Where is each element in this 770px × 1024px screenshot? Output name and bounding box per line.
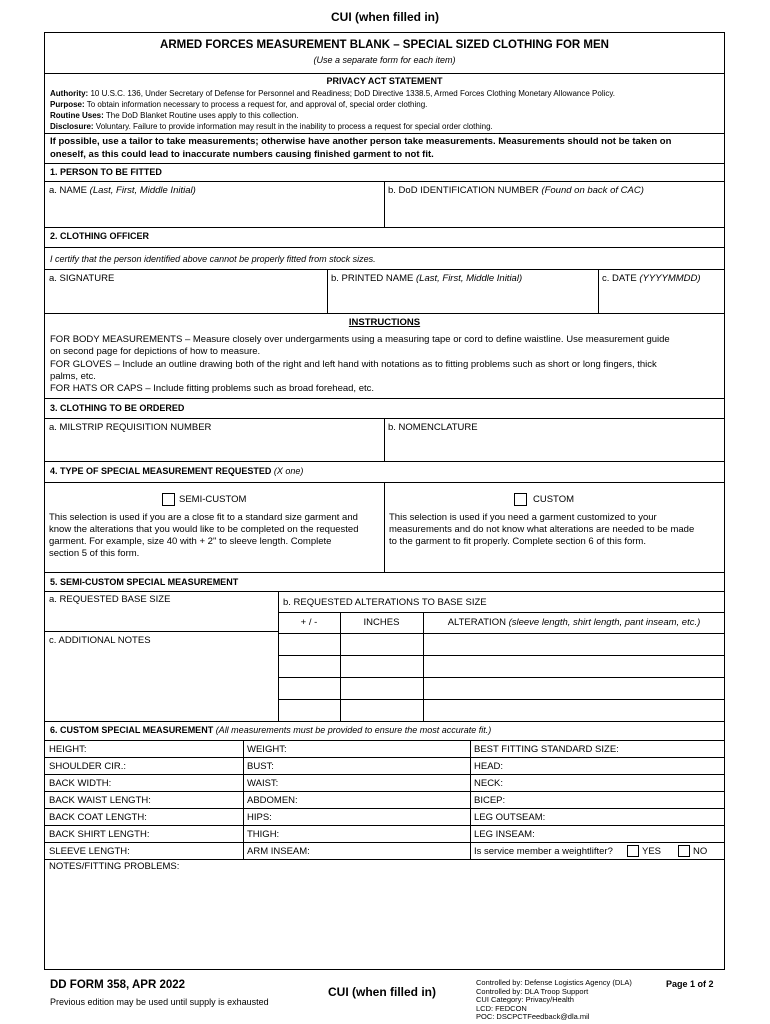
leg-outseam-field[interactable]: LEG OUTSEAM:: [474, 812, 546, 823]
custom-label: CUSTOM: [533, 494, 574, 505]
alterations-heading: b. REQUESTED ALTERATIONS TO BASE SIZE: [283, 597, 487, 608]
custom-checkbox[interactable]: [514, 493, 527, 506]
height-field[interactable]: HEIGHT:: [49, 744, 87, 755]
custom-desc-1: This selection is used if you need a garment customized to your: [389, 512, 657, 523]
section-6-heading: 6. CUSTOM SPECIAL MEASUREMENT (All measurements must be provided to ensure the most accurate fit.): [50, 725, 492, 735]
semi-custom-desc-3: garment. For example, size 40 with + 2" to sleeve length. Complete: [49, 536, 332, 547]
alteration-row-3-inches[interactable]: [342, 679, 421, 698]
weightlifter-yes-checkbox[interactable]: [627, 845, 639, 857]
alteration-row-4-description[interactable]: [425, 701, 723, 720]
alteration-row-4-sign[interactable]: [280, 701, 338, 720]
alteration-row-4-inches[interactable]: [342, 701, 421, 720]
thigh-field[interactable]: THIGH:: [247, 829, 280, 840]
dod-id-field[interactable]: b. DoD IDENTIFICATION NUMBER (Found on back of CAC): [388, 185, 644, 196]
name-field[interactable]: a. NAME (Last, First, Middle Initial): [49, 185, 196, 196]
alteration-row-3-sign[interactable]: [280, 679, 338, 698]
alteration-row-2-sign[interactable]: [280, 657, 338, 676]
weightlifter-no-checkbox[interactable]: [678, 845, 690, 857]
semi-custom-desc-2: know the alterations that you would like to be completed on the requested: [49, 524, 359, 535]
alteration-row-2-description[interactable]: [425, 657, 723, 676]
page-number: Page 1 of 2: [666, 979, 714, 989]
additional-notes-field[interactable]: c. ADDITIONAL NOTES: [49, 635, 151, 646]
form-subtitle: (Use a separate form for each item): [313, 55, 456, 65]
signature-field[interactable]: a. SIGNATURE: [49, 273, 115, 284]
custom-desc-3: to the garment to fit properly. Complete section 6 of this form.: [389, 536, 646, 547]
fitting-notes-field[interactable]: NOTES/FITTING PROBLEMS:: [49, 861, 180, 872]
head-field[interactable]: HEAD:: [474, 761, 504, 772]
arm-inseam-field[interactable]: ARM INSEAM:: [247, 846, 310, 857]
weight-field[interactable]: WEIGHT:: [247, 744, 287, 755]
section-2-heading: 2. CLOTHING OFFICER: [50, 231, 149, 241]
instructions-line-2: on second page for depictions of how to measure.: [50, 346, 261, 357]
back-waist-length-field[interactable]: BACK WAIST LENGTH:: [49, 795, 151, 806]
sleeve-length-field[interactable]: SLEEVE LENGTH:: [49, 846, 130, 857]
section-4-heading: 4. TYPE OF SPECIAL MEASUREMENT REQUESTED (X one): [50, 466, 304, 476]
back-coat-length-field[interactable]: BACK COAT LENGTH:: [49, 812, 147, 823]
back-width-field[interactable]: BACK WIDTH:: [49, 778, 112, 789]
cui-marking-top: CUI (when filled in): [331, 10, 439, 24]
base-size-field[interactable]: a. REQUESTED BASE SIZE: [49, 594, 171, 605]
semi-custom-desc-4: section 5 of this form.: [49, 548, 140, 559]
instructions-line-1: FOR BODY MEASUREMENTS – Measure closely over undergarments using a measuring tape or cord to define waistline. Use measurement guide: [50, 334, 670, 345]
instructions-heading: INSTRUCTIONS: [348, 317, 421, 328]
weightlifter-question: Is service member a weightlifter?: [474, 846, 613, 857]
leg-inseam-field[interactable]: LEG INSEAM:: [474, 829, 535, 840]
alteration-row-1-sign[interactable]: [280, 635, 338, 654]
section-3-heading: 3. CLOTHING TO BE ORDERED: [50, 403, 185, 413]
instructions-line-4: palms, etc.: [50, 371, 96, 382]
alteration-row-1-description[interactable]: [425, 635, 723, 654]
alteration-row-1-inches[interactable]: [342, 635, 421, 654]
weightlifter-yes-label: YES: [642, 846, 662, 857]
shoulder-cir-field[interactable]: SHOULDER CIR.:: [49, 761, 127, 772]
cui-marking-bottom: CUI (when filled in): [328, 985, 436, 999]
alteration-row-3-description[interactable]: [425, 679, 723, 698]
col-inches: INCHES: [363, 617, 400, 628]
certify-statement: I certify that the person identified above cannot be properly fitted from stock sizes.: [50, 254, 376, 264]
form-title: ARMED FORCES MEASUREMENT BLANK – SPECIAL SIZED CLOTHING FOR MEN: [160, 39, 609, 51]
nomenclature-field[interactable]: b. NOMENCLATURE: [388, 422, 478, 433]
privacy-purpose: Purpose: To obtain information necessary to process a request for, and approval of, special order clothing.: [50, 100, 428, 109]
section-1-heading: 1. PERSON TO BE FITTED: [50, 167, 162, 177]
col-alteration: ALTERATION (sleeve length, shirt length, pant inseam, etc.): [447, 617, 701, 628]
privacy-authority: Authority: 10 U.S.C. 136, Under Secretary of Defense for Personnel and Readiness; DoD Directive 1338.5, Armed Forces Clothing Monetary Allowance Policy.: [50, 89, 615, 98]
bicep-field[interactable]: BICEP:: [474, 795, 506, 806]
date-field[interactable]: c. DATE (YYYYMMDD): [602, 273, 701, 284]
cui-control-block: Controlled by: Defense Logistics Agency (DLA) Controlled by: DLA Troop Support CUI Category: Privacy/Health LCD: FEDCON POC: DSCPCTFeedback@dla.mil: [476, 978, 632, 1021]
instructions-line-3: FOR GLOVES – Include an outline drawing both of the right and left hand with notations as to fitting problems such as short or long fingers, thick: [50, 359, 657, 370]
neck-field[interactable]: NECK:: [474, 778, 504, 789]
abdomen-field[interactable]: ABDOMEN:: [247, 795, 298, 806]
best-fitting-size-field[interactable]: BEST FITTING STANDARD SIZE:: [474, 744, 619, 755]
back-shirt-length-field[interactable]: BACK SHIRT LENGTH:: [49, 829, 150, 840]
custom-desc-2: measurements and do not know what alterations are needed to be made: [389, 524, 695, 535]
hips-field[interactable]: HIPS:: [247, 812, 272, 823]
milstrip-field[interactable]: a. MILSTRIP REQUISITION NUMBER: [49, 422, 212, 433]
semi-custom-checkbox[interactable]: [162, 493, 175, 506]
warning-line-1: If possible, use a tailor to take measurements; otherwise have another person take measurements. Measurements should not be taken on: [50, 136, 672, 147]
form-number: DD FORM 358, APR 2022: [50, 979, 186, 991]
privacy-heading: PRIVACY ACT STATEMENT: [326, 76, 443, 86]
printed-name-field[interactable]: b. PRINTED NAME (Last, First, Middle Initial): [331, 273, 523, 284]
section-5-heading: 5. SEMI-CUSTOM SPECIAL MEASUREMENT: [50, 577, 239, 587]
privacy-disclosure: Disclosure: Voluntary. Failure to provide information may result in the inability to process a request for special order clothing.: [50, 122, 493, 131]
warning-line-2: oneself, as this could lead to inaccurate numbers causing finished garment to not fit.: [50, 149, 434, 160]
alteration-row-2-inches[interactable]: [342, 657, 421, 676]
privacy-routine-uses: Routine Uses: The DoD Blanket Routine uses apply to this collection.: [50, 111, 299, 120]
col-plus-minus: + / -: [300, 617, 318, 628]
instructions-line-5: FOR HATS OR CAPS – Include fitting problems such as broad forehead, etc.: [50, 383, 375, 394]
weightlifter-no-label: NO: [693, 846, 708, 857]
semi-custom-desc-1: This selection is used if you are a close fit to a standard size garment and: [49, 512, 358, 523]
previous-edition-note: Previous edition may be used until supply is exhausted: [50, 997, 269, 1007]
bust-field[interactable]: BUST:: [247, 761, 274, 772]
semi-custom-label: SEMI-CUSTOM: [179, 494, 247, 505]
waist-field[interactable]: WAIST:: [247, 778, 279, 789]
